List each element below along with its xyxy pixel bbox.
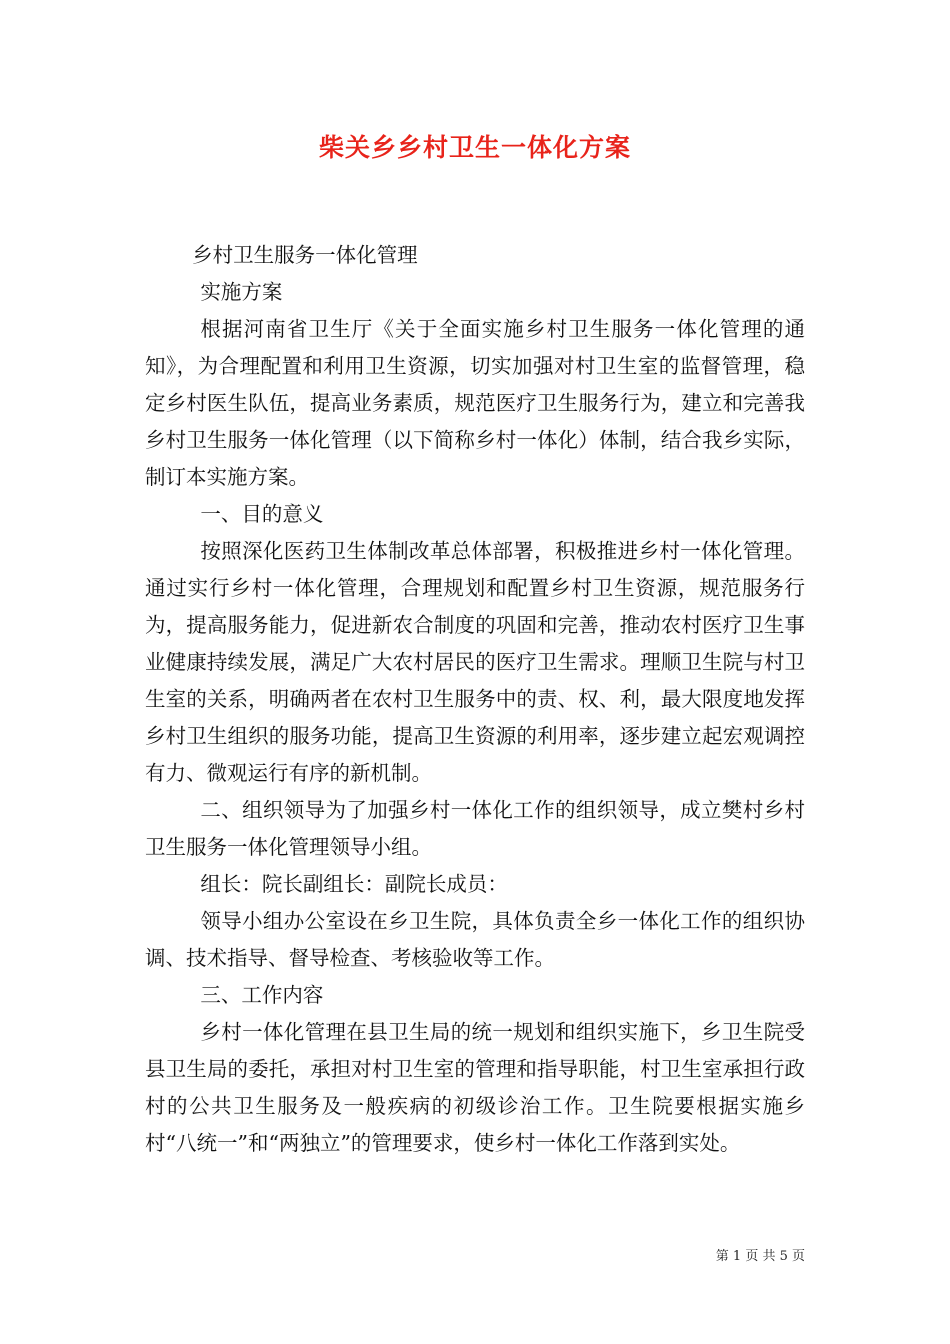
document-title: 柴关乡乡村卫生一体化方案 [318,133,631,162]
page-number: 第 1 页 共 5 页 [715,1249,805,1264]
paragraph: 二、组织领导为了加强乡村一体化工作的组织领导，成立樊村乡村卫生服务一体化管理领导小组。 [145,798,805,859]
paragraph: 领导小组办公室设在乡卫生院，具体负责全乡一体化工作的组织协调、技术指导、督导检查、考核验收等工作。 [145,909,805,970]
paragraph-subheading: 实施方案 [200,280,283,304]
paragraph: 乡村一体化管理在县卫生局的统一规划和组织实施下，乡卫生院受县卫生局的委托，承担对村卫生室的管理和指导职能，村卫生室承担行政村的公共卫生服务及一般疾病的初级诊治工作。卫生院要根据实施乡村“八统一”和“两独立”的管理要求，使乡村一体化工作落到实处。 [145,1020,805,1155]
paragraph: 根据河南省卫生厅《关于全面实施乡村卫生服务一体化管理的通知》，为合理配置和利用卫生资源，切实加强对村卫生室的监督管理，稳定乡村医生队伍，提高业务素质，规范医疗卫生服务行为，建立和完善我乡村卫生服务一体化管理（以下简称乡村一体化）体制，结合我乡实际，制订本实施方案。 [145,317,805,489]
paragraph: 按照深化医药卫生体制改革总体部署，积极推进乡村一体化管理。通过实行乡村一体化管理，合理规划和配置乡村卫生资源，规范服务行为，提高服务能力，促进新农合制度的巩固和完善，推动农村医疗卫生事业健康持续发展，满足广大农村居民的医疗卫生需求。理顺卫生院与村卫生室的关系，明确两者在农村卫生服务中的责、权、利，最大限度地发挥乡村卫生组织的服务功能，提高卫生资源的利用率，逐步建立起宏观调控有力、微观运行有序的新机制。 [145,539,805,785]
section-heading: 三、工作内容 [200,983,324,1007]
paragraph: 组长：院长副组长：副院长成员： [200,872,508,896]
paragraph-heading: 乡村卫生服务一体化管理 [192,243,418,267]
document-body [145,237,805,1162]
section-heading: 一、目的意义 [200,502,324,526]
